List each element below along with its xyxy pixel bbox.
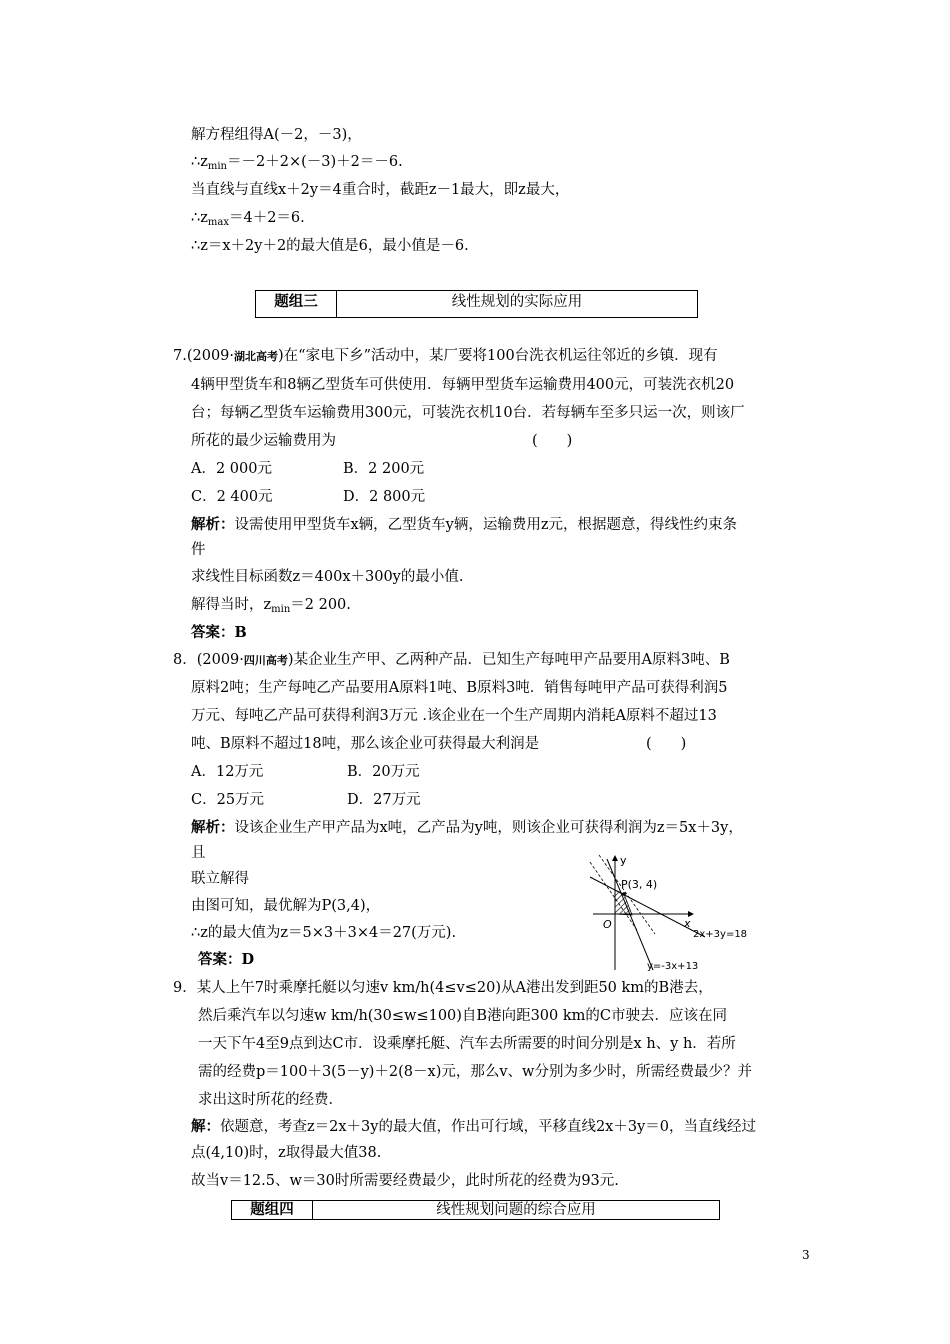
point-label: P(3, 4): [621, 878, 658, 891]
question-9-line: 一天下午4至9点到达C市．设乘摩托艇、汽车去所需要的时间分别是x h、y h．若所: [198, 1036, 736, 1052]
solution-line: 解方程组得A(－2，－3)，: [191, 127, 362, 143]
analysis-line: 件: [191, 542, 206, 558]
question-9-line: 求出这时所花的经费．: [198, 1092, 343, 1108]
section-header-group3: [255, 290, 698, 318]
question-9-line: 然后乘汽车以匀速w km/h(30≤w≤100)自B港向距300 km的C市驶去．应该在同: [198, 1008, 728, 1024]
source-tag: 湖北高考: [234, 350, 279, 363]
option-b: B．2 200元: [343, 461, 425, 477]
x-axis-label: x: [684, 917, 691, 930]
analysis-line: 解析：设该企业生产甲产品为x吨，乙产品为y吨，则该企业可获得利润为z＝5x＋3y，: [191, 819, 743, 836]
analysis-line: 由图可知，最优解为P(3,4)，: [191, 898, 381, 914]
answer-line: 答案：D: [198, 951, 255, 968]
line-label: 2x+3y=18: [693, 929, 748, 940]
question-7-line: 台；每辆乙型货车运输费用300元，可装洗衣机10台．若每辆车至多只运一次，则该厂: [191, 405, 745, 421]
analysis-line: 求线性目标函数z＝400x＋300y的最小值.: [191, 569, 464, 585]
question-8-line: 万元、每吨乙产品可获得利润3万元 .该企业在一个生产周期内消耗A原料不超过13: [191, 708, 717, 724]
solution-line: 解：依题意，考查z＝2x＋3y的最大值，作出可行域，平移直线2x＋3y＝0，当直线经过: [191, 1118, 757, 1135]
solution-line: $\therefore z_{min}=-2+2\times(-3)+2=-6$.: [191, 154, 403, 172]
objective-line: [590, 862, 637, 930]
answer-paren: ( ): [532, 433, 573, 449]
answer-paren: ( ): [646, 736, 687, 752]
section-label: 题组四: [232, 1201, 313, 1219]
feasible-region-figure: [585, 852, 760, 974]
solution-line: 当直线与直线x＋2y＝4重合时，截距z－1最大，即z最大，: [191, 182, 570, 198]
section-title: 线性规划的实际应用: [451, 294, 583, 310]
line-label: y=-3x+13: [647, 961, 699, 972]
option-d: D．2 800元: [343, 489, 426, 505]
solution-line: 故当v＝12.5、w＝30时所需要经费最少，此时所花的经费为93元.: [191, 1173, 619, 1189]
question-8-line: 原料2吨；生产每吨乙产品要用A原料1吨、B原料3吨．销售每吨甲产品可获得利润5: [191, 680, 728, 696]
section-title: 线性规划问题的综合应用: [436, 1202, 596, 1218]
question-9-line: 需的经费p＝100＋3(5－y)＋2(8－x)元，那么v、w分别为多少时，所需经费最少？并: [198, 1064, 752, 1080]
solution-line: $\therefore z_{max}=4+2=6$.: [191, 210, 305, 228]
solution-line: ∴z＝x＋2y＋2的最大值是6，最小值是－6.: [191, 238, 469, 254]
analysis-line: 且: [191, 845, 206, 861]
option-a: A．2 000元: [191, 461, 272, 477]
solution-line: 点(4,10)时，z取得最大值38.: [191, 1145, 382, 1161]
question-8-line: 吨、B原料不超过18吨，那么该企业可获得最大利润是: [191, 736, 540, 752]
analysis-line: 联立解得: [191, 871, 249, 887]
option-d: D．27万元: [347, 792, 421, 808]
question-7-line: 所花的最少运输费用为: [191, 433, 336, 449]
section-label: 题组三: [256, 291, 337, 317]
y-axis-label: y: [620, 854, 627, 867]
optimal-point: [622, 892, 626, 896]
option-c: C．25万元: [191, 792, 265, 808]
source-tag: 四川高考: [243, 654, 288, 667]
question-7-line: 7.(2009·湖北高考)在“家电下乡”活动中，某厂要将100台洗衣机运往邻近的乡镇．现有: [173, 348, 718, 364]
origin-label: O: [603, 918, 612, 931]
page-number: 3: [802, 1248, 810, 1262]
question-7-line: 4辆甲型货车和8辆乙型货车可供使用．每辆甲型货车运输费用400元，可装洗衣机20: [191, 377, 735, 393]
question-8-line: 8．(2009·四川高考)某企业生产甲、乙两种产品．已知生产每吨甲产品要用A原料3吨、B: [173, 652, 730, 668]
answer-line: 答案：B: [191, 624, 247, 641]
analysis-line: 解得当时，$z_{min}=2$ 200.: [191, 597, 351, 615]
analysis-line: 解析：设需使用甲型货车x辆，乙型货车y辆，运输费用z元，根据题意，得线性约束条: [191, 516, 738, 533]
option-a: A．12万元: [191, 764, 264, 780]
question-9-line: 9．某人上午7时乘摩托艇以匀速v km/h(4≤v≤20)从A港出发到距50 km的B港去，: [173, 980, 713, 996]
analysis-line: ∴z的最大值为z＝5×3＋3×4＝27(万元).: [191, 925, 457, 941]
option-b: B．20万元: [347, 764, 420, 780]
section-header-group4: [231, 1200, 720, 1220]
option-c: C．2 400元: [191, 489, 273, 505]
